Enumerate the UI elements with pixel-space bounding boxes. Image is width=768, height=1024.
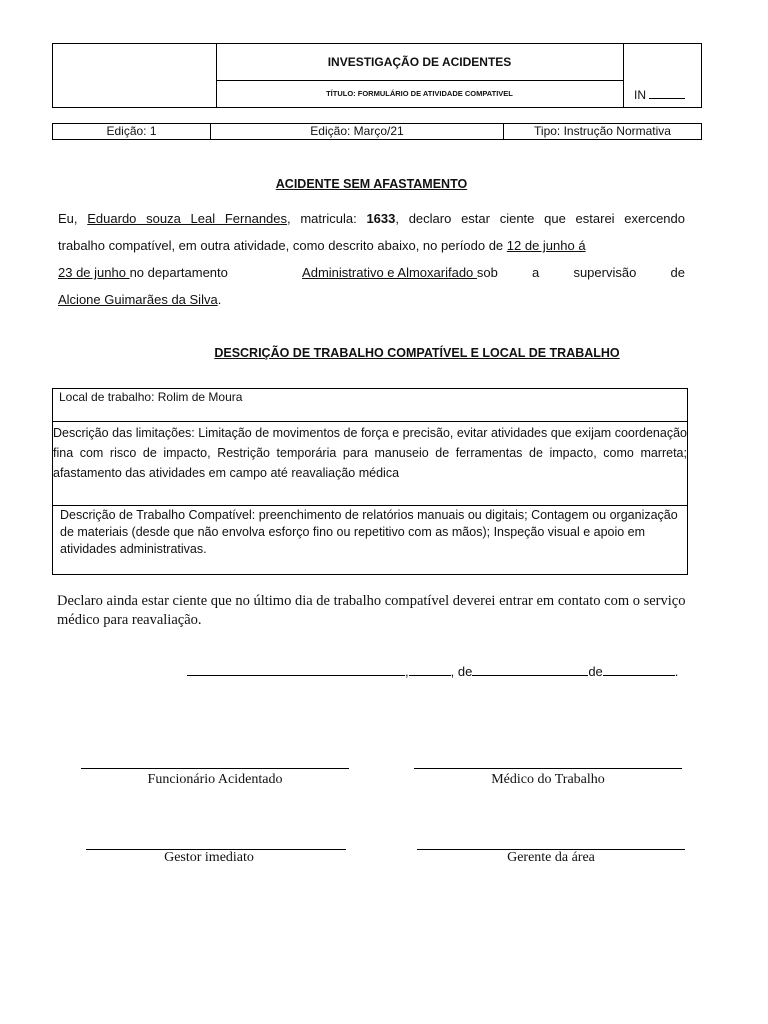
date-separator: . xyxy=(674,664,679,679)
period-end: 23 de junho xyxy=(58,265,130,280)
statement-text: Eu, xyxy=(58,211,88,226)
code-cell xyxy=(624,81,702,107)
location-blank xyxy=(187,661,405,676)
statement-line-1 xyxy=(58,211,685,229)
statement-text: de xyxy=(670,265,685,280)
section-title-accident: ACIDENTE SEM AFASTAMENTO xyxy=(275,177,468,191)
signature-label-manager: Gestor imediato xyxy=(164,850,254,865)
code-label: IN xyxy=(634,88,647,102)
period-group xyxy=(58,265,228,283)
edition-row xyxy=(52,123,702,140)
edition-date: Edição: Março/21 xyxy=(211,124,504,139)
statement-line-4 xyxy=(58,292,685,310)
signature-label-doctor: Médico do Trabalho xyxy=(491,772,605,787)
limitations-text: Descrição das limitações: Limitação de movimentos de força e precisão, evitar atividades que exijam coordenação fina com risco de impacto, Restrição temporária para manuseio de ferramentas de impacto, como marreta; afastamento das atividades em campo até reavaliação médica xyxy=(53,426,687,480)
code-blank xyxy=(649,84,685,99)
signature-line-employee xyxy=(81,768,349,769)
statement-text: supervisão xyxy=(573,265,637,280)
section-title-description: DESCRIÇÃO DE TRABALHO COMPATÍVEL E LOCAL DE TRABALHO xyxy=(214,346,620,360)
year-blank xyxy=(603,661,675,676)
supervisor-name: Alcione Guimarães da Silva xyxy=(58,292,218,307)
statement-text: no departamento xyxy=(129,265,228,280)
date-line xyxy=(187,661,678,679)
signature-label-employee: Funcionário Acidentado xyxy=(147,772,283,787)
header-box xyxy=(52,43,702,108)
compatible-work-text: Descrição de Trabalho Compatível: preenchimento de relatórios manuais ou digitais; Contagem ou organização de materiais (desde que não envolva esforço fino ou repetitivo com as mãos); Inspeção visual e apoio em atividades administrativas. xyxy=(60,508,678,556)
workplace-row xyxy=(53,389,687,422)
statement-line-2 xyxy=(58,238,685,256)
limitations-row xyxy=(53,422,687,506)
edition-number: Edição: 1 xyxy=(53,124,211,139)
statement-text: , matricula: xyxy=(287,211,367,226)
day-blank xyxy=(409,661,451,676)
compatible-work-row xyxy=(53,506,687,574)
title-cell xyxy=(216,44,624,107)
declaration-text: Declaro ainda estar ciente que no último dia de trabalho compatível deverei entrar em contato com o serviço médico para reavaliação. xyxy=(57,593,686,628)
department-name: Administrativo e Almoxarifado xyxy=(302,265,477,280)
date-separator: , xyxy=(405,664,409,679)
statement-text: a xyxy=(532,265,540,280)
signature-label-area-manager: Gerente da área xyxy=(507,850,595,865)
workplace-text: Local de trabalho: Rolim de Moura xyxy=(59,390,243,404)
registration-number: 1633 xyxy=(366,211,396,226)
logo-cell xyxy=(53,44,217,107)
details-box xyxy=(52,388,688,575)
document-title: INVESTIGAÇÃO DE ACIDENTES xyxy=(216,44,623,81)
statement-text: sob xyxy=(476,265,498,280)
document-type: Tipo: Instrução Normativa xyxy=(534,124,671,138)
department-group xyxy=(302,265,498,283)
date-separator: de xyxy=(588,664,603,679)
statement-text: . xyxy=(217,292,222,307)
date-separator: , de xyxy=(450,664,473,679)
statement-line-3 xyxy=(58,265,685,283)
period-start: 12 de junho á xyxy=(506,238,586,253)
employee-name: Eduardo souza Leal Fernandes xyxy=(87,211,288,226)
statement-text: trabalho compatível, em outra atividade, como descrito abaixo, no período de xyxy=(58,238,507,253)
signature-line-doctor xyxy=(414,768,682,769)
statement-text: , declaro estar ciente que estarei exercendo xyxy=(395,211,685,226)
month-blank xyxy=(472,661,588,676)
document-subtitle: TÍTULO: FORMULÁRIO DE ATIVIDADE COMPATIVEL xyxy=(326,89,513,98)
